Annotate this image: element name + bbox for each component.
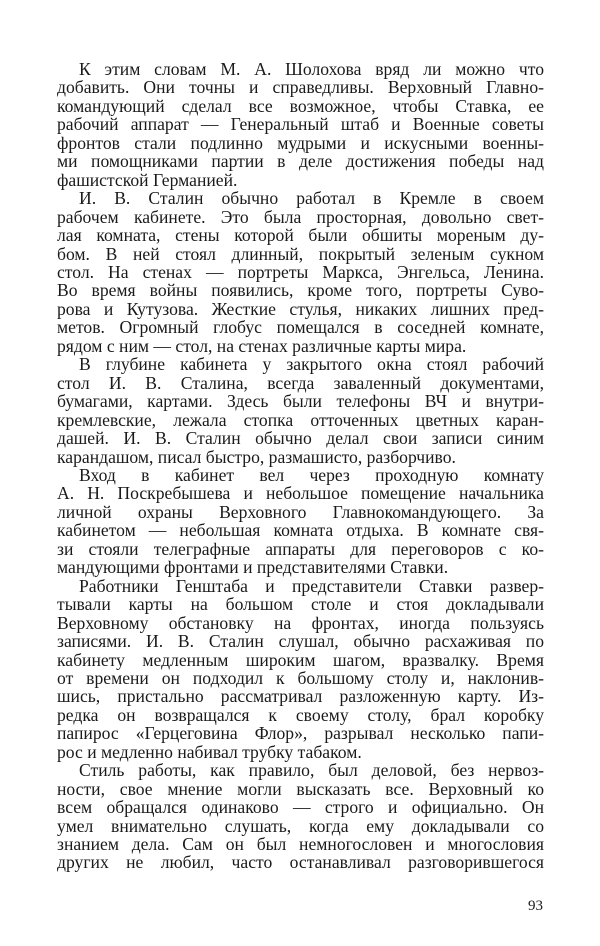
text-line: других не любил, часто останавливал разговорившегося	[57, 852, 544, 873]
text-line: К этим словам М. А. Шолохова вряд ли можно что	[79, 59, 544, 79]
text-line: рядом с ним — стол, на стенах различные карты мира.	[57, 335, 467, 356]
book-page-text	[57, 60, 544, 872]
text-line: фронтов стали подлинно мудрыми и искусными военны-	[57, 132, 544, 153]
text-line: И. В. Сталин обычно работал в Кремле в своем	[79, 188, 544, 209]
paragraph	[57, 355, 544, 466]
text-line: кабинетом — небольшая комната отдыха. В комнате свя-	[57, 520, 544, 541]
text-line: папирос «Герцеговина Флор», разрывал несколько папи-	[57, 723, 544, 744]
text-line: зи стояли телеграфные аппараты для переговоров с ко-	[57, 538, 544, 559]
paragraph	[57, 466, 544, 577]
paragraph	[57, 761, 544, 872]
text-line: шись, пристально рассматривал разложенную карту. Из-	[57, 686, 544, 707]
text-line: редка он возвращался к своему столу, брал коробку	[57, 704, 544, 725]
text-line: рабочий аппарат — Генеральный штаб и Военные советы	[57, 114, 544, 135]
text-line: кремлевские, лежала стопка отточенных цветных каран-	[57, 409, 544, 430]
text-line: ности, свое мнение могли высказать все. Верховный ко	[57, 778, 544, 799]
text-line: командующий сделал все возможное, чтобы Ставка, ее	[57, 95, 544, 116]
text-line: личной охраны Верховного Главнокомандующего. За	[57, 501, 544, 522]
text-line: рабочем кабинете. Это была просторная, довольно свет-	[57, 206, 544, 227]
text-line: знанием дела. Сам он был немногословен и многословия	[57, 834, 544, 855]
text-line: от времени он подходил к большому столу и, наклонив-	[57, 667, 544, 688]
text-line: метов. Огромный глобус помещался в соседней комнате,	[57, 317, 544, 338]
text-line: А. Н. Поскребышева и небольшое помещение начальника	[57, 483, 544, 504]
text-line: стол. На стенах — портреты Маркса, Энгельса, Ленина.	[57, 261, 544, 282]
text-line: Вход в кабинет вел через проходную комнату	[79, 464, 544, 485]
text-line: всем обращался одинаково — строго и официально. Он	[57, 797, 544, 818]
text-line: бом. В ней стоял длинный, покрытый зеленым сукном	[57, 243, 544, 264]
paragraph	[57, 577, 544, 762]
text-line: стол И. В. Сталина, всегда заваленный документами,	[57, 372, 544, 393]
page-number: 93	[528, 898, 543, 914]
text-line: Во время войны появились, кроме того, портреты Суво-	[57, 280, 544, 301]
text-line: записями. И. В. Сталин слушал, обычно расхаживая по	[57, 631, 544, 652]
text-line: В глубине кабинета у закрытого окна стоял рабочий	[79, 354, 544, 375]
text-line: кабинету медленным широким шагом, вразвалку. Время	[57, 649, 544, 670]
paragraph	[57, 60, 544, 189]
text-line: добавить. Они точны и справедливы. Верховный Главно-	[57, 77, 544, 98]
text-line: умел внимательно слушать, когда ему докладывали со	[57, 815, 544, 836]
text-line: рова и Кутузова. Жесткие стулья, никаких лишних пред-	[57, 298, 544, 319]
text-line: тывали карты на большом столе и стоя докладывали	[57, 594, 544, 615]
text-line: фашистской Германией.	[57, 169, 238, 190]
text-line: лая комната, стены которой были обшиты мореным ду-	[57, 225, 544, 246]
text-line: ми помощниками партии в деле достижения победы над	[57, 151, 544, 172]
text-line: мандующими фронтами и представителями Ставки.	[57, 557, 449, 578]
text-line: карандашом, писал быстро, размашисто, разборчиво.	[57, 446, 456, 467]
text-line: рос и медленно набивал трубку табаком.	[57, 741, 362, 762]
text-line: Стиль работы, как правило, был деловой, без нервоз-	[79, 760, 544, 781]
text-line: Верховному обстановку на фронтах, иногда пользуясь	[57, 612, 544, 633]
text-line: Работники Генштаба и представители Ставки развер-	[79, 575, 544, 596]
text-line: бумагами, картами. Здесь были телефоны ВЧ и внутри-	[57, 391, 544, 412]
text-line: дашей. И. В. Сталин обычно делал свои записи синим	[57, 428, 544, 449]
paragraph	[57, 189, 544, 355]
